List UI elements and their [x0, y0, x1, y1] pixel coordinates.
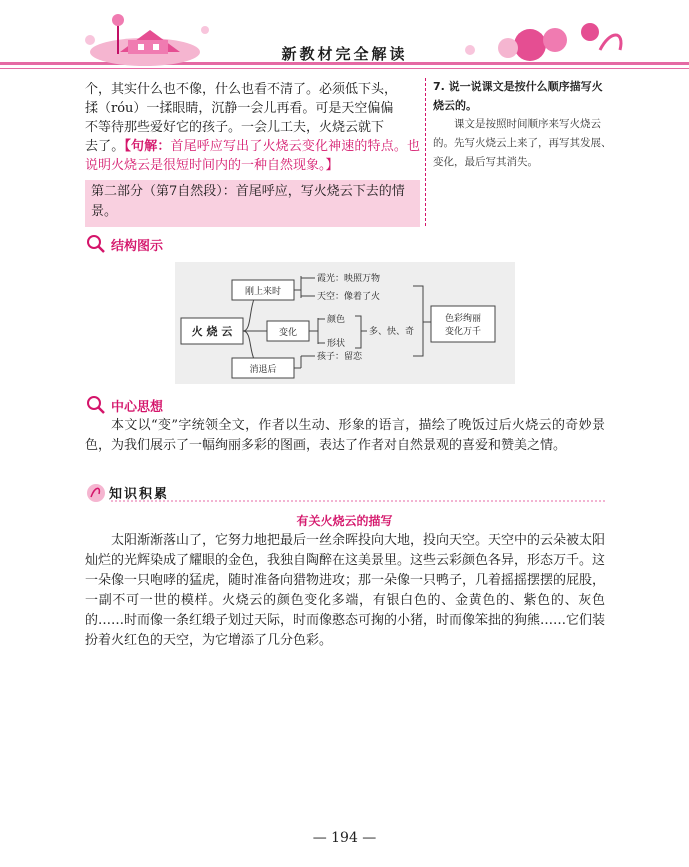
- header-title: 新教材完全解读: [281, 45, 408, 63]
- diagram-bot-detail: 孩子：留恋: [317, 352, 363, 362]
- diagram-top-detail-2: 天空：像着了火: [317, 292, 381, 302]
- magnifier-icon: [85, 394, 107, 416]
- main-text: [85, 80, 420, 175]
- knowledge-banner-label: 知识积累: [109, 487, 170, 502]
- central-idea-heading: [85, 394, 163, 416]
- central-idea-text: [85, 416, 605, 456]
- text-line: 不等待那些爱好它的孩子。一会儿工夫，火烧云就下: [85, 120, 385, 135]
- diagram-center: 火 烧 云: [191, 325, 233, 338]
- magnifier-icon: [85, 233, 107, 255]
- text-fragment: 去了。: [85, 139, 125, 154]
- hint-tag: 【句解：: [124, 139, 171, 154]
- diagram-branch-mid: 变化: [278, 328, 298, 338]
- side-question-panel: [433, 77, 613, 172]
- knowledge-paragraph: 太阳渐渐落山了，它努力地把最后一丝余晖投向大地，投向天空。天空中的云朵被太阳灿烂的光辉染成了耀眼的金色，我独自陶醉在这美景里。这些云彩颜色各异，形态万千。这一朵像一只咆哮的猛虎，随时准备向猎物进攻；那一朵像一只鸭子，几着摇摇摆摆的屁股，一副不可一世的模样。火烧云的颜色变化多端，有银白色的、金黄色的、紫色的、灰色的……时而像一条红缎子划过天际，时而像憨态可掬的小猪，时而像笨拙的狗熊……它们装扮着火红色的天空，为它增添了几分色彩。: [85, 533, 606, 648]
- structure-heading-text: 结构图示: [111, 238, 164, 254]
- diagram-branch-bot: 消退后: [249, 365, 277, 375]
- side-answer: 课文是按照时间顺序来写火烧云的。先写火烧云上来了，再写其发展、变化，最后写其消失。: [433, 118, 612, 168]
- section-summary-box: 第二部分（第7自然段）：首尾呼应，写火烧云下去的情景。: [85, 180, 420, 227]
- knowledge-text: [85, 531, 605, 651]
- diagram-conclusion-2: 变化万千: [444, 327, 482, 337]
- diagram-mid-detail-1: 颜色: [327, 315, 346, 325]
- central-idea-heading-text: 中心思想: [111, 399, 164, 415]
- text-line: 揉（róu）一揉眼睛，沉静一会儿再看。可是天空偏偏: [85, 101, 394, 116]
- structure-diagram-svg: [175, 262, 515, 384]
- structure-heading: [85, 233, 163, 255]
- diagram-conclusion-1: 色彩绚丽: [444, 314, 482, 324]
- header-decoration: [0, 0, 689, 78]
- hint-body: 首尾呼应写出了火烧云变化神速的特点。也说明火烧云是很短时间内的一种自然现象。】: [85, 139, 420, 173]
- sentence-analysis: [85, 139, 420, 173]
- vertical-divider: [425, 78, 426, 226]
- side-question: 7. 说一说课文是按什么顺序描写火烧云的。: [433, 80, 603, 112]
- central-idea-paragraph: 本文以“变”字统领全文，作者以生动、形象的语言，描绘了晚饭过后火烧云的奇妙景色，为我们展示了一幅绚丽多彩的图画，表达了作者对自然景观的喜爱和赞美之情。: [85, 418, 605, 453]
- diagram-mid-summary: 多、快、奇: [369, 327, 415, 337]
- page-header: [0, 0, 689, 78]
- knowledge-banner: [85, 482, 605, 504]
- structure-diagram: [175, 262, 515, 384]
- diagram-mid-detail-2: 形状: [327, 339, 346, 349]
- page-number: — 194 —: [312, 830, 377, 846]
- knowledge-title: 有关火烧云的描写: [296, 514, 393, 528]
- text-line: [85, 137, 420, 175]
- diagram-top-detail-1: 霞光：映照万物: [317, 274, 381, 284]
- diagram-branch-top: 刚上来时: [244, 287, 282, 297]
- text-line: 个，其实什么也不像，什么也看不清了。必须低下头，: [85, 82, 398, 97]
